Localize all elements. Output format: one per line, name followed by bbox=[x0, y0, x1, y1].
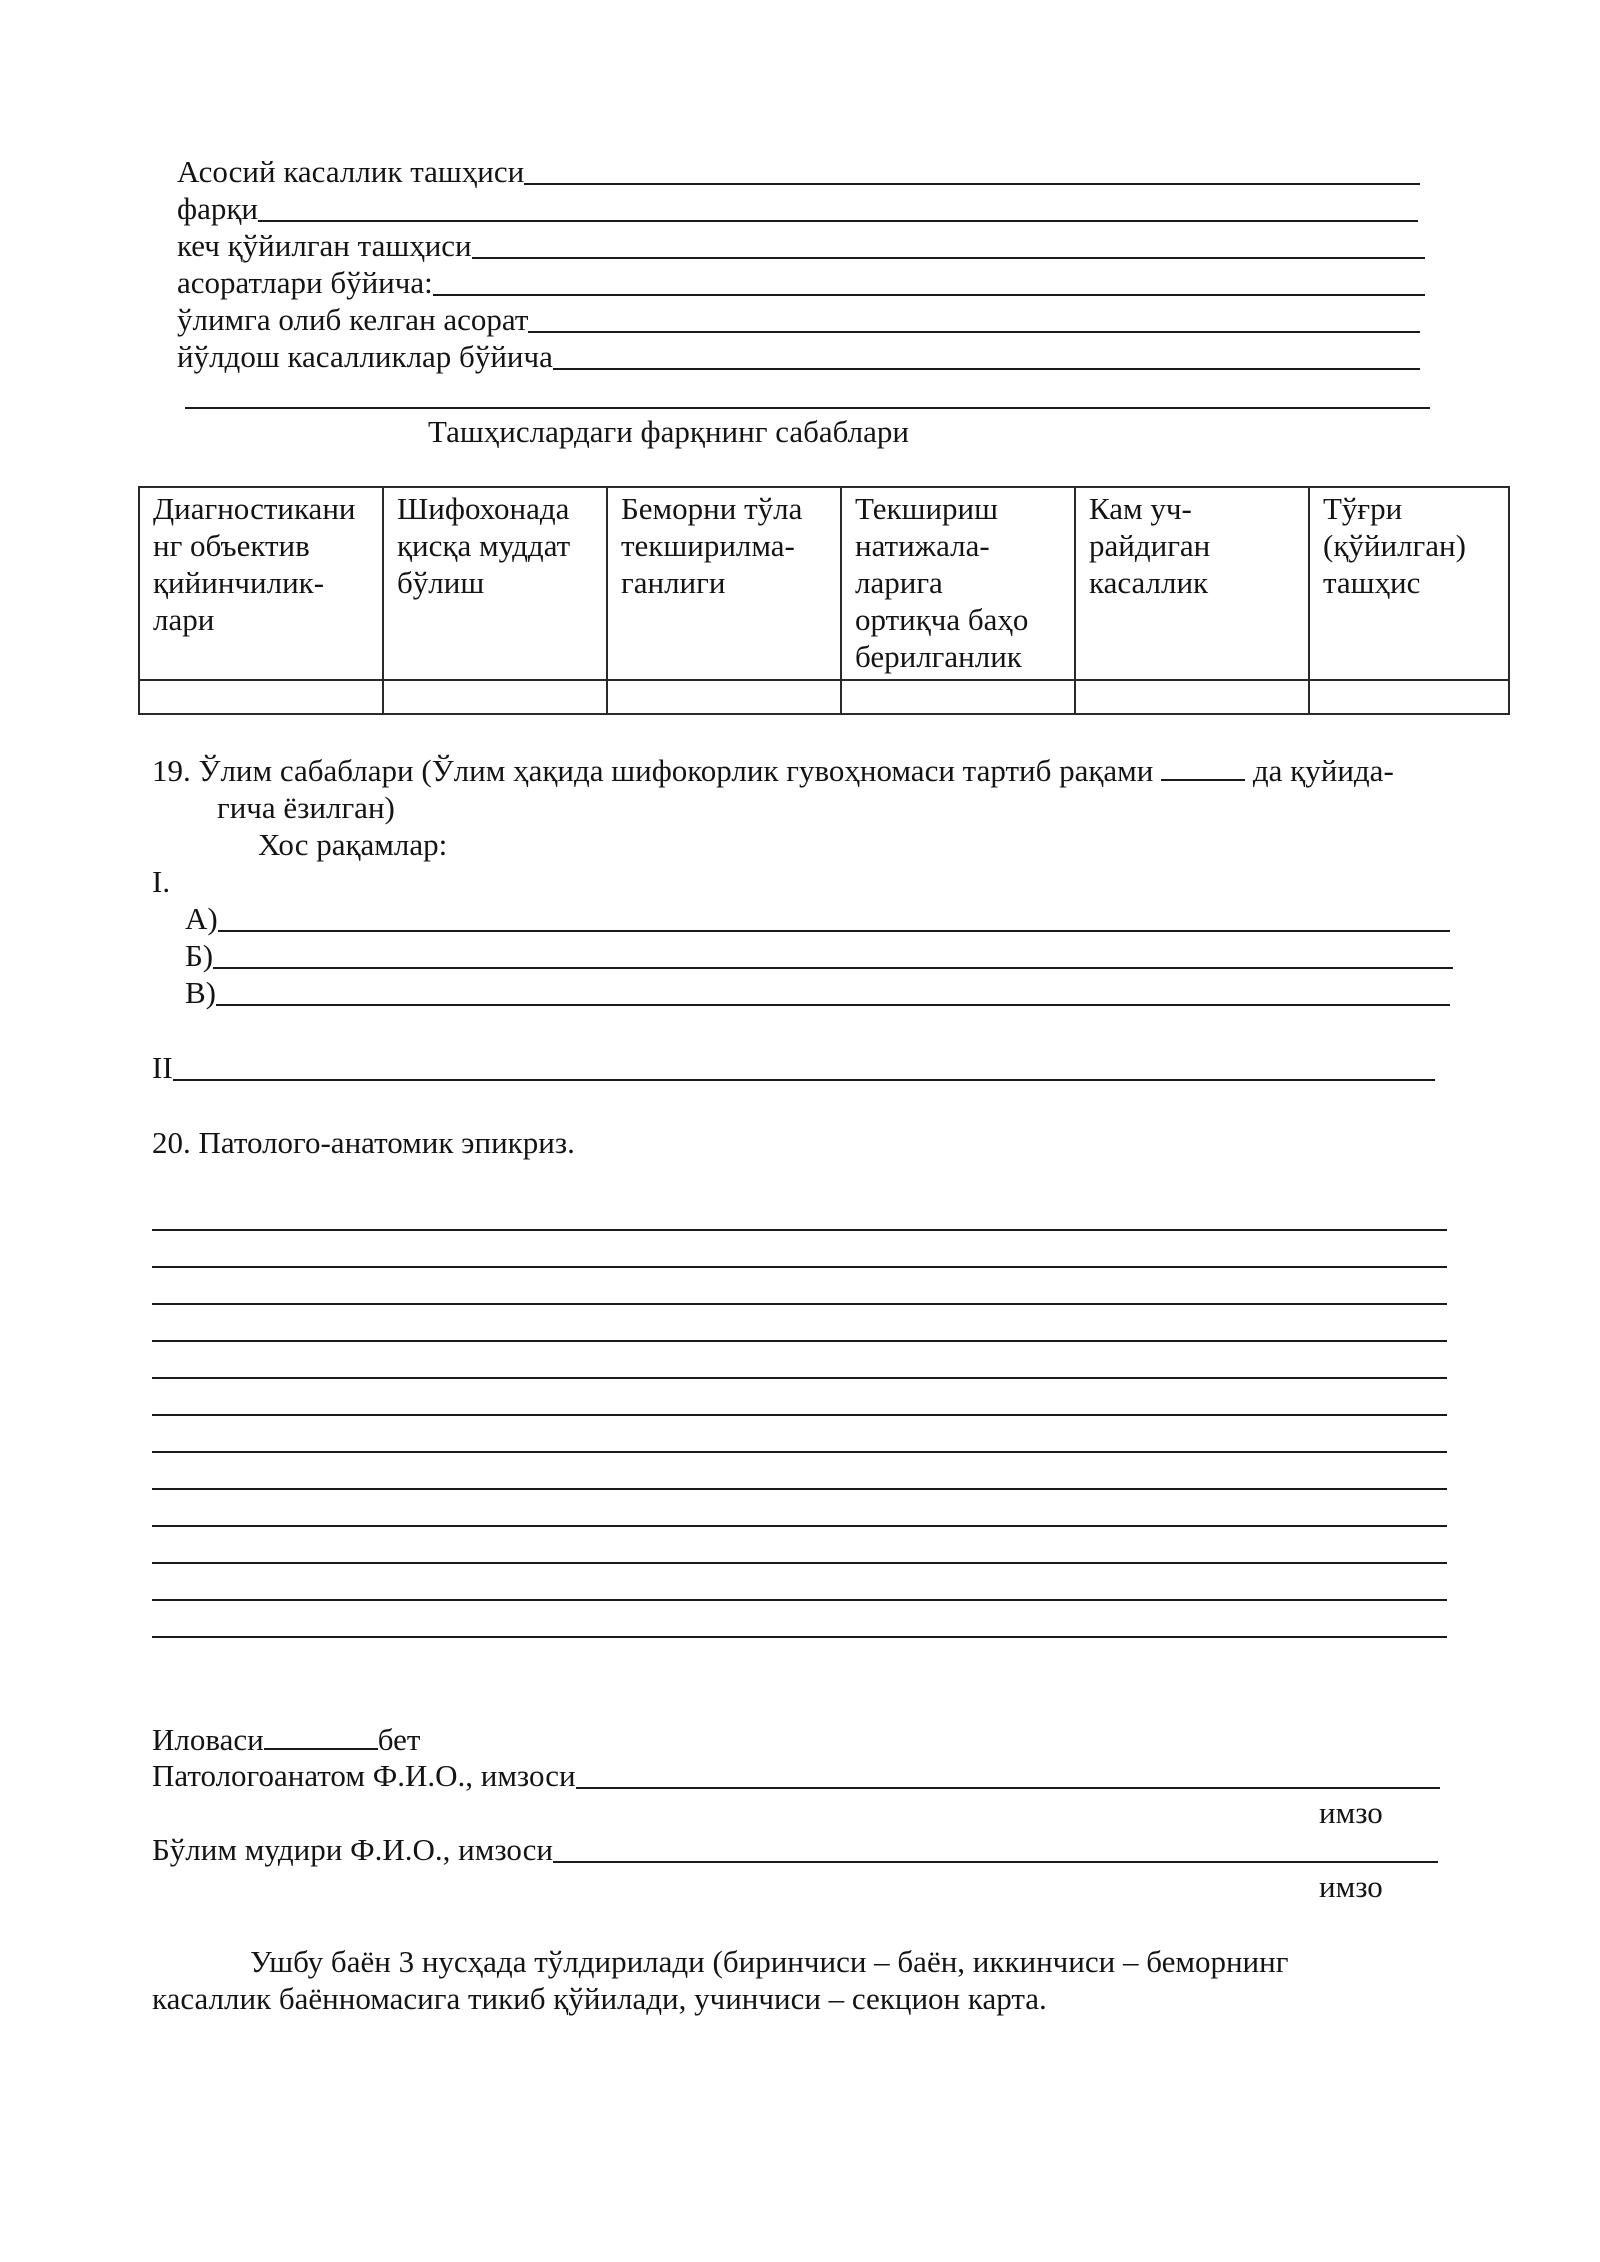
table-cell[interactable] bbox=[139, 680, 383, 714]
section19-line2: гича ёзилган) bbox=[217, 790, 395, 825]
appendix-line bbox=[152, 1721, 420, 1758]
epicrisis-line[interactable] bbox=[152, 1636, 1447, 1638]
footer-note-line2: касаллик баённомасига тикиб қўйилади, учинчиси – секцион карта. bbox=[152, 1981, 1047, 2016]
table-header-cell bbox=[383, 487, 607, 680]
diagnosis-field-label: кеч қўйилган ташҳиси bbox=[177, 228, 472, 263]
head-signature-field[interactable] bbox=[152, 1832, 1438, 1868]
head-of-department-label: Бўлим мудири Ф.И.О., имзоси bbox=[152, 1832, 554, 1867]
table-header-cell bbox=[841, 487, 1075, 680]
cause-item-label: А) bbox=[185, 901, 218, 936]
differences-heading: Ташҳислардаги фарқнинг сабаблари bbox=[428, 414, 909, 449]
epicrisis-line[interactable] bbox=[152, 1451, 1447, 1453]
appendix-pages-blank[interactable] bbox=[264, 1721, 378, 1750]
header-objective-difficulties: Диагностикани нг объектив қийинчилик- лари bbox=[153, 491, 356, 637]
table-cell[interactable] bbox=[841, 680, 1075, 714]
diagnosis-field-blank[interactable] bbox=[524, 183, 1420, 185]
header-rare-disease: Кам уч- райдиган касаллик bbox=[1089, 491, 1211, 600]
diagnosis-field-late[interactable] bbox=[177, 228, 1425, 264]
footer-note-line1: Ушбу баён 3 нусҳада тўлдирилади (биринчиси – баён, иккинчиси – беморнинг bbox=[250, 1944, 1289, 1979]
diagnosis-field-blank[interactable] bbox=[472, 257, 1425, 259]
epicrisis-line[interactable] bbox=[152, 1229, 1447, 1231]
diagnosis-field-blank[interactable] bbox=[553, 368, 1420, 370]
table-row bbox=[139, 680, 1509, 714]
diagnosis-field-fatal-complication[interactable] bbox=[177, 302, 1420, 338]
table-cell[interactable] bbox=[1075, 680, 1309, 714]
diagnosis-field-complications[interactable] bbox=[177, 265, 1425, 301]
epicrisis-line[interactable] bbox=[152, 1414, 1447, 1416]
diagnosis-field-label: ўлимга олиб келган асорат bbox=[177, 302, 529, 337]
cause-field-b[interactable] bbox=[185, 938, 1453, 974]
appendix-pages-unit: бет bbox=[377, 1722, 421, 1757]
header-overestimated-results: Текшириш натижала- ларига ортиқча баҳо берилганлик bbox=[855, 491, 1029, 674]
diagnosis-field-concomitant[interactable] bbox=[177, 339, 1420, 375]
cause-blank[interactable] bbox=[173, 1079, 1435, 1081]
part1-label: I. bbox=[152, 864, 171, 899]
cause-field-v[interactable] bbox=[185, 975, 1450, 1011]
signature-caption: имзо bbox=[1319, 1869, 1383, 1904]
part2-label: II bbox=[152, 1050, 173, 1085]
certificate-number-blank[interactable] bbox=[1161, 752, 1245, 781]
epicrisis-line[interactable] bbox=[152, 1525, 1447, 1527]
epicrisis-line[interactable] bbox=[152, 1266, 1447, 1268]
table-cell[interactable] bbox=[383, 680, 607, 714]
header-correct-diagnosis: Тўғри (қўйилган) ташҳис bbox=[1323, 491, 1466, 600]
diagnosis-extra-line[interactable] bbox=[185, 407, 1430, 409]
diagnosis-field-blank[interactable] bbox=[528, 331, 1420, 333]
diagnosis-field-label: асоратлари бўйича: bbox=[177, 265, 433, 300]
epicrisis-line[interactable] bbox=[152, 1599, 1447, 1601]
table-cell[interactable] bbox=[607, 680, 841, 714]
table-header-cell bbox=[1075, 487, 1309, 680]
signature-caption: имзо bbox=[1319, 1795, 1383, 1830]
section19-text-continued: да қуйида- bbox=[1245, 753, 1394, 788]
cause-field-part2[interactable] bbox=[152, 1050, 1435, 1086]
diagnosis-field-label: йўлдош касалликлар бўйича bbox=[177, 339, 553, 374]
section19-text: 19. Ўлим сабаблари (Ўлим ҳақида шифокорлик гувоҳномаси тартиб рақами bbox=[152, 753, 1162, 788]
section20-title: 20. Патолого-анатомик эпикриз. bbox=[152, 1125, 575, 1160]
diagnosis-field-difference[interactable] bbox=[177, 191, 1418, 227]
diagnosis-field-label: фарқи bbox=[177, 191, 258, 226]
cause-item-label: В) bbox=[185, 975, 216, 1010]
epicrisis-line[interactable] bbox=[152, 1340, 1447, 1342]
cause-item-label: Б) bbox=[185, 938, 214, 973]
epicrisis-line[interactable] bbox=[152, 1303, 1447, 1305]
diagnosis-difference-table bbox=[138, 486, 1510, 715]
head-signature-blank[interactable] bbox=[553, 1861, 1438, 1863]
diagnosis-field-label: Асосий касаллик ташҳиси bbox=[177, 154, 525, 189]
pathologist-signature-blank[interactable] bbox=[576, 1787, 1440, 1789]
table-header-row bbox=[139, 487, 1509, 680]
appendix-label: Иловаси bbox=[152, 1722, 264, 1757]
cause-blank[interactable] bbox=[216, 1004, 1450, 1006]
table-header-cell bbox=[607, 487, 841, 680]
header-incomplete-exam: Беморни тўла текширилма- ганлиги bbox=[621, 491, 803, 600]
cause-blank[interactable] bbox=[218, 930, 1450, 932]
section19-line1 bbox=[152, 752, 1394, 789]
diagnosis-field-blank[interactable] bbox=[433, 294, 1425, 296]
diagnosis-field-main[interactable] bbox=[177, 154, 1420, 190]
table-cell[interactable] bbox=[1309, 680, 1509, 714]
special-numbers-label: Хос рақамлар: bbox=[258, 827, 448, 862]
diagnosis-field-blank[interactable] bbox=[258, 220, 1418, 222]
cause-blank[interactable] bbox=[213, 967, 1453, 969]
cause-field-a[interactable] bbox=[185, 901, 1450, 937]
epicrisis-line[interactable] bbox=[152, 1488, 1447, 1490]
header-short-stay: Шифохонада қисқа муддат бўлиш bbox=[397, 491, 571, 600]
epicrisis-line[interactable] bbox=[152, 1377, 1447, 1379]
table-header-cell bbox=[139, 487, 383, 680]
table-header-cell bbox=[1309, 487, 1509, 680]
pathologist-label: Патологоанатом Ф.И.О., имзоси bbox=[152, 1758, 576, 1793]
pathologist-signature-field[interactable] bbox=[152, 1758, 1440, 1794]
epicrisis-line[interactable] bbox=[152, 1562, 1447, 1564]
